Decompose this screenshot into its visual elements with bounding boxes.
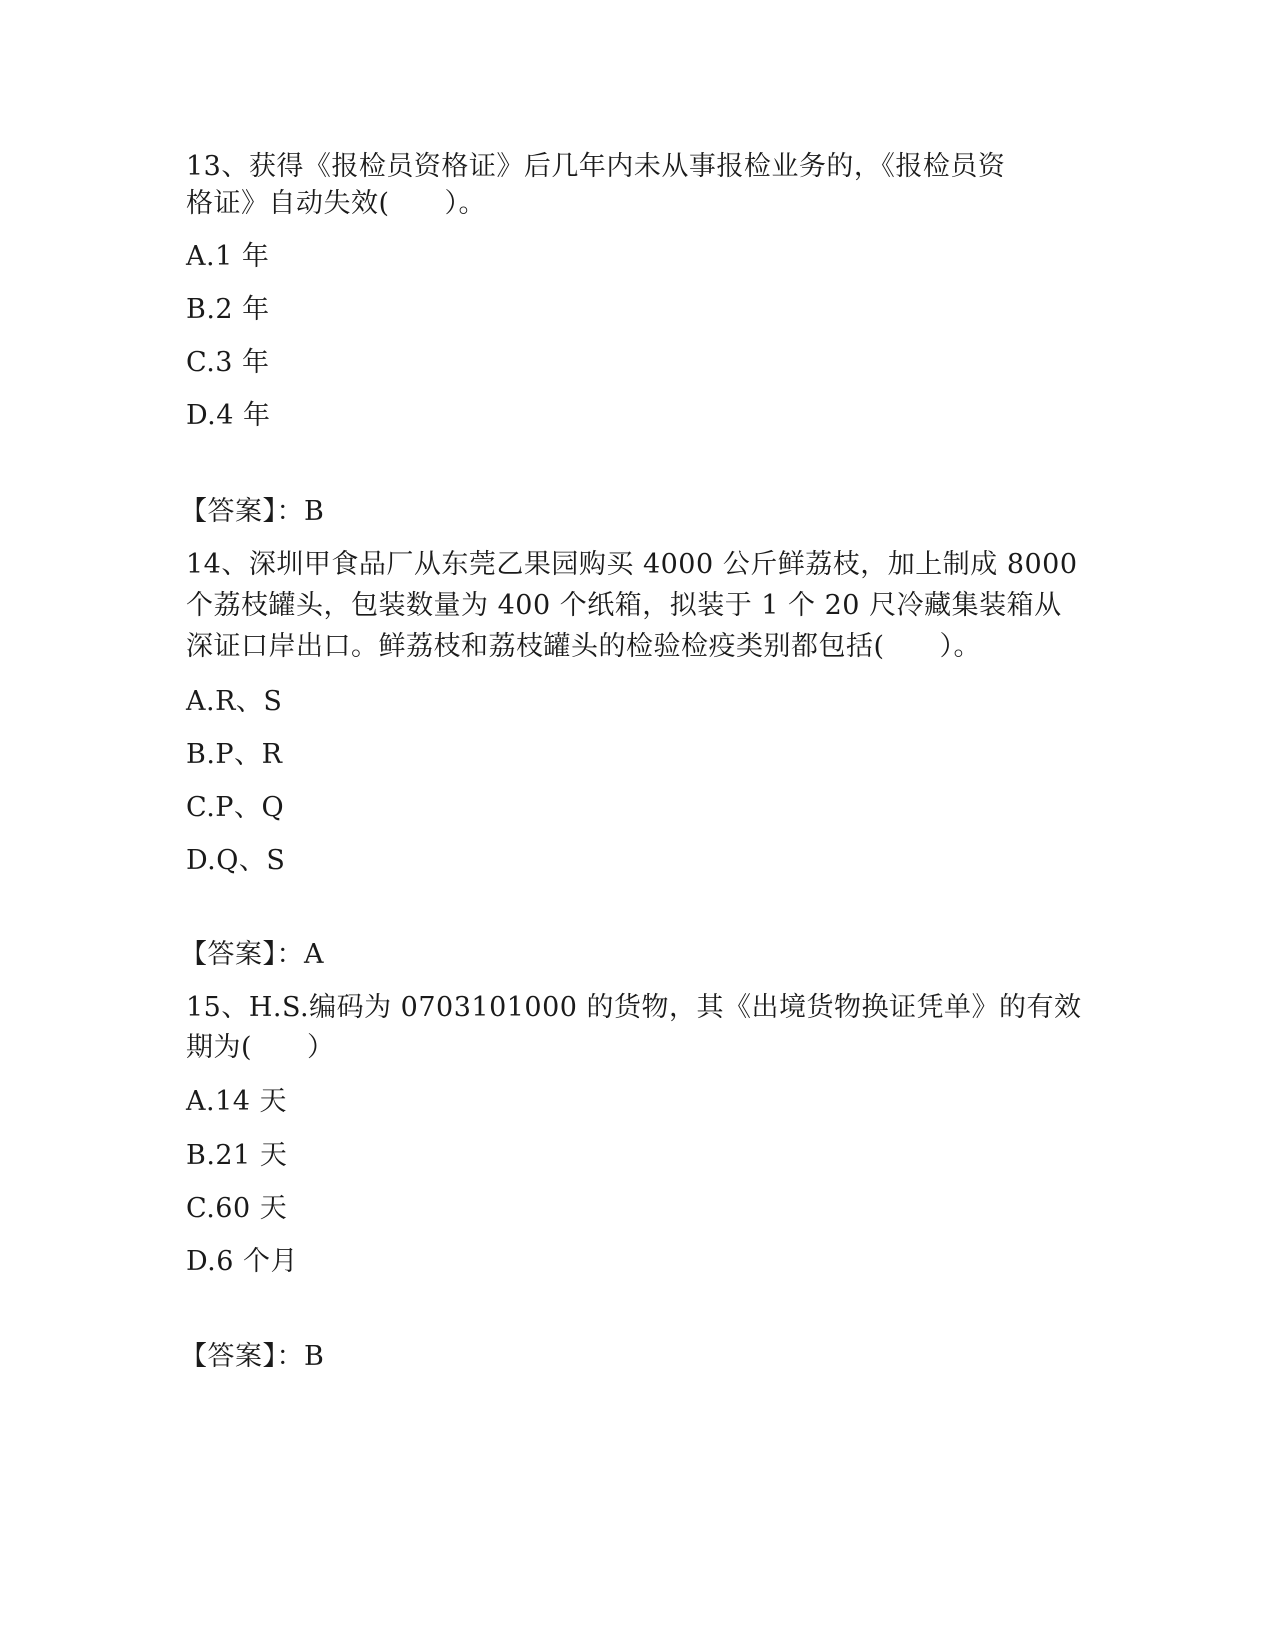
question-14-stem-line-3: 深证口岸出口。鲜荔枝和荔枝罐头的检验检疫类别都包括( ）。 <box>186 631 982 662</box>
question-14-answer: 【答案】：A <box>180 939 324 970</box>
question-13-option-d: D.4 年 <box>186 400 271 431</box>
question-14-stem-line-1: 14、深圳甲食品厂从东莞乙果园购买 4000 公斤鲜荔枝，加上制成 8000 <box>186 549 1078 580</box>
question-13-option-b: B.2 年 <box>186 294 270 325</box>
question-13-option-c: C.3 年 <box>186 347 270 378</box>
question-14-option-a: A.R、S <box>186 686 283 717</box>
question-15-stem-line-2: 期为( ） <box>186 1032 335 1063</box>
question-15-option-b: B.21 天 <box>186 1140 288 1171</box>
question-15-stem-line-1: 15、H.S.编码为 0703101000 的货物，其《出境货物换证凭单》的有效 <box>186 992 1082 1023</box>
question-14-option-d: D.Q、S <box>186 845 286 876</box>
question-15-option-c: C.60 天 <box>186 1193 288 1224</box>
question-15-option-d: D.6 个月 <box>186 1246 299 1277</box>
question-13-stem-line-1: 13、获得《报检员资格证》后几年内未从事报检业务的，《报检员资 <box>186 151 1006 182</box>
question-14-stem-line-2: 个荔枝罐头，包装数量为 400 个纸箱，拟装于 1 个 20 尺冷藏集装箱从 <box>186 590 1062 621</box>
question-13-answer: 【答案】：B <box>180 496 325 527</box>
question-14-option-c: C.P、Q <box>186 792 285 823</box>
question-15-option-a: A.14 天 <box>186 1086 288 1117</box>
question-15-answer: 【答案】：B <box>180 1341 325 1372</box>
question-13-option-a: A.1 年 <box>186 241 270 272</box>
question-13-stem-line-2: 格证》自动失效( ）。 <box>186 188 487 219</box>
question-14-option-b: B.P、R <box>186 739 283 770</box>
